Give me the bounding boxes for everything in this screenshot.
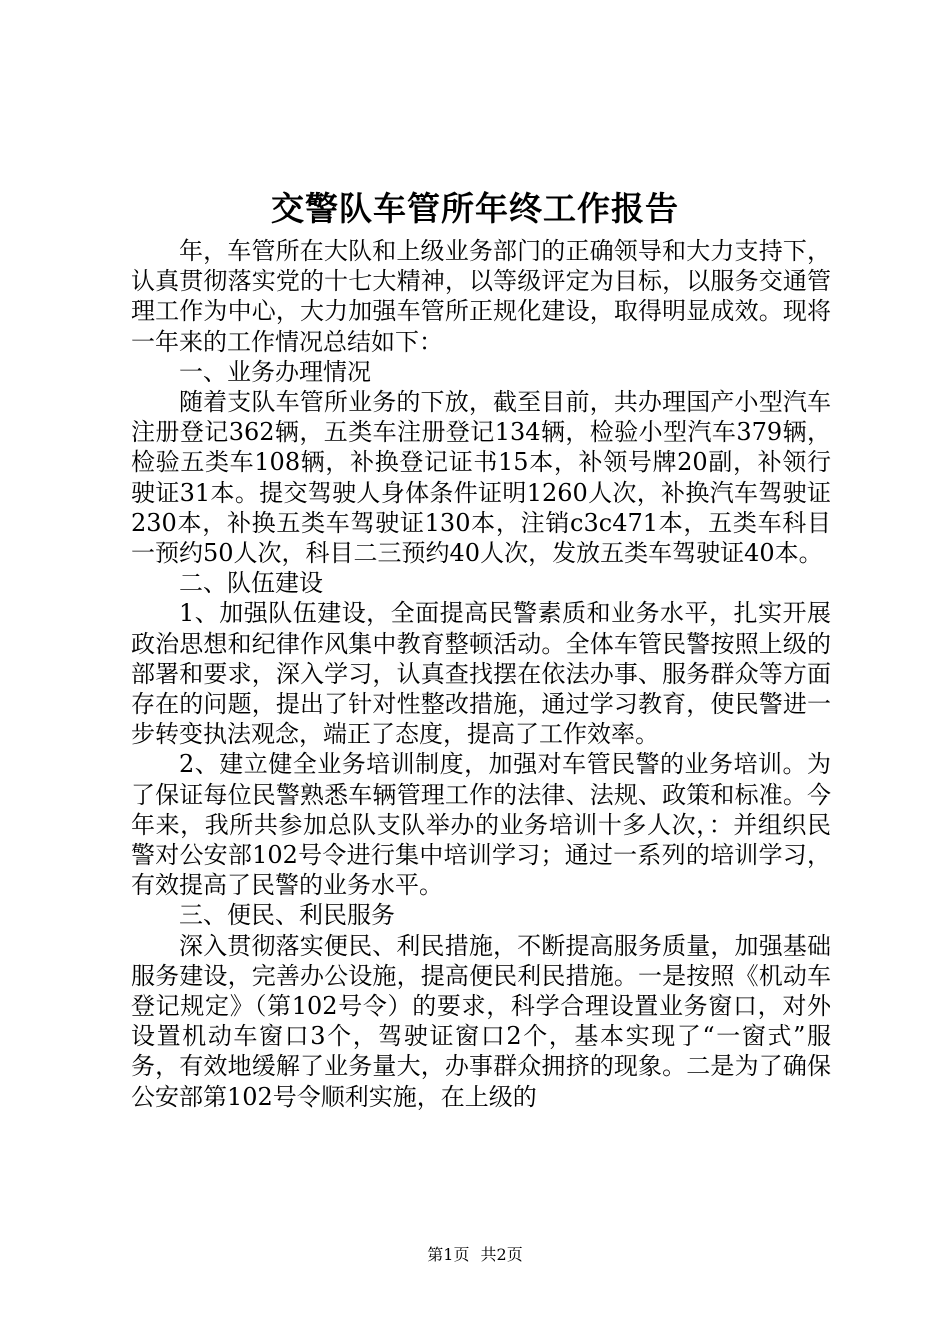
team-paragraph-1: 1、加强队伍建设，全面提高民警素质和业务水平，扎实开展政治思想和纪律作风集中教育整顿活动。全体车管民警按照上级的部署和要求，深入学习，认真查找摆在依法办事、服务群众等方面存在的问题，提出了针对性整改措施，通过学习教育，使民警进一步转变执法观念，端正了态度，提高了工作效率。 [131, 599, 831, 749]
page-number: 第1页 [427, 1245, 470, 1264]
document-body [131, 236, 831, 1112]
business-paragraph: 随着支队车管所业务的下放，截至目前，共办理国产小型汽车注册登记362辆，五类车注册登记134辆，检验小型汽车379辆，检验五类车108辆，补换登记证书15本，补领号牌20副，补领行驶证31本。提交驾驶人身体条件证明1260人次，补换汽车驾驶证230本，补换五类车驾驶证130本，注销c3c471本，五类车科目一预约50人次，科目二三预约40人次，发放五类车驾驶证40本。 [131, 388, 831, 568]
service-paragraph: 深入贯彻落实便民、利民措施，不断提高服务质量，加强基础服务建设，完善办公设施，提高便民利民措施。一是按照《机动车登记规定》（第102号令）的要求，科学合理设置业务窗口，对外设置机动车窗口3个，驾驶证窗口2个，基本实现了“一窗式”服务，有效地缓解了业务量大，办事群众拥挤的现象。二是为了确保公安部第102号令顺利实施，在上级的 [131, 931, 831, 1111]
section-heading-service: 三、便民、利民服务 [179, 901, 395, 930]
page-total: 共2页 [480, 1245, 523, 1264]
page-footer [0, 1244, 950, 1266]
section-heading-team: 二、队伍建设 [179, 569, 323, 598]
intro-paragraph: 年，车管所在大队和上级业务部门的正确领导和大力支持下，认真贯彻落实党的十七大精神，以等级评定为目标，以服务交通管理工作为中心，大力加强车管所正规化建设，取得明显成效。现将一年来的工作情况总结如下： [131, 237, 831, 356]
document-title: 交警队车管所年终工作报告 [271, 189, 679, 228]
team-paragraph-2: 2、建立健全业务培训制度，加强对车管民警的业务培训。为了保证每位民警熟悉车辆管理工作的法律、法规、政策和标准。今年来，我所共参加总队支队举办的业务培训十多人次，：并组织民警对公安部102号令进行集中培训学习；通过一系列的培训学习，有效提高了民警的业务水平。 [131, 750, 831, 900]
section-heading-business: 一、业务办理情况 [179, 357, 371, 386]
